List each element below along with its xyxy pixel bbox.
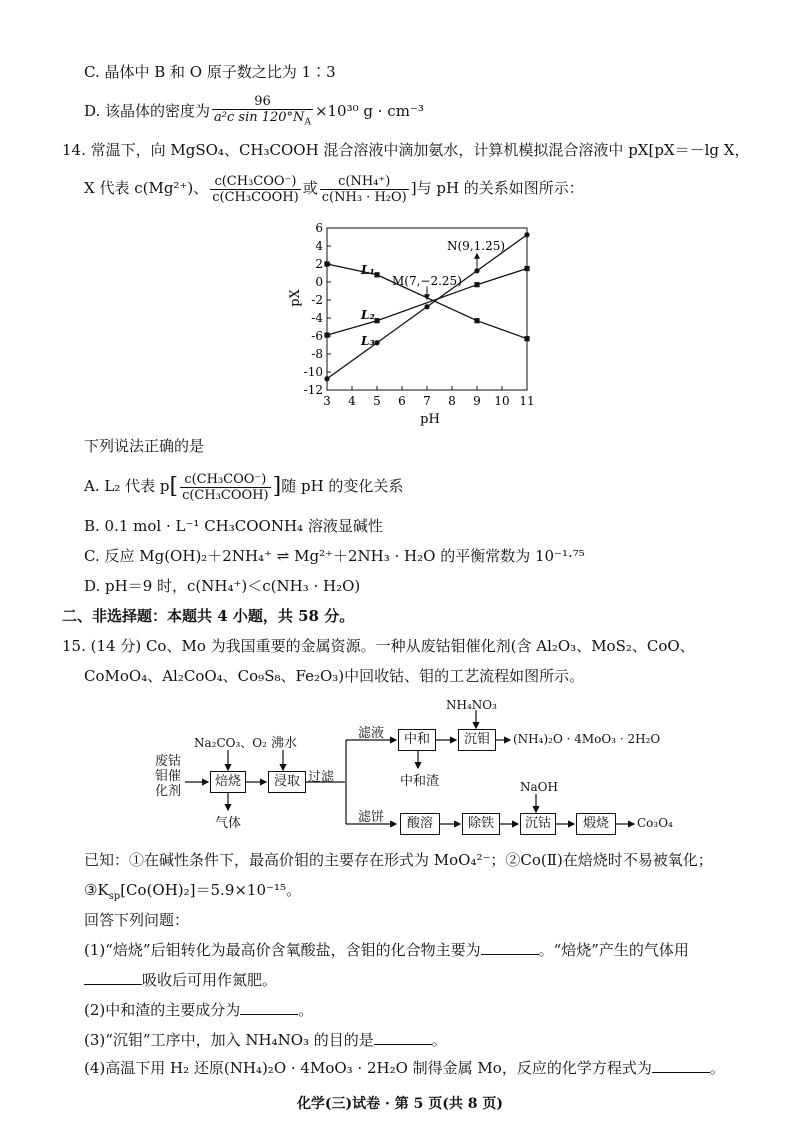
series-point-l1 (374, 272, 379, 277)
answer-blank-2[interactable] (240, 1000, 298, 1015)
reagent-na2co3-o2: Na₂CO₃、O₂ (194, 736, 267, 750)
product-ammonium-molybdate: (NH₄)₂O · 4MoO₃ · 2H₂O (513, 732, 661, 746)
y-axis-label: pX (288, 289, 303, 307)
y-tick-label-0: 0 (315, 275, 323, 289)
step-leaching: 浸取 (268, 771, 306, 793)
q13-option-d-suffix: ×10³⁰ g · cm⁻³ (314, 102, 424, 120)
series-point-l3 (474, 268, 479, 273)
q13-option-c: C. 晶体中 B 和 O 原子数之比为 1∶3 (84, 63, 336, 81)
series-label-l2: L₂ (361, 308, 375, 322)
series-point-l3 (324, 376, 329, 381)
q13-option-d (84, 92, 424, 130)
q15-sub3: (3)“沉钼”工序中，加入 NH₄NO₃ 的目的是 。 (84, 1031, 447, 1049)
series-point-l3 (424, 304, 429, 309)
q14-option-a-prefix: A. L₂ 代表 p (84, 477, 170, 495)
q15-sub4: (4)高温下用 H₂ 还原(NH₄)₂O · 4MoO₃ · 2H₂O 制得金属 Mo，反应的化学方程式为 。 (84, 1059, 725, 1077)
q14-option-b: B. 0.1 mol · L⁻¹ CH₃COONH₄ 溶液显碱性 (84, 517, 383, 535)
series-point-l1 (324, 261, 329, 266)
answer-blank-1b[interactable] (84, 970, 142, 985)
x-tick-label-5: 5 (373, 394, 381, 408)
q14-option-d: D. pH＝9 时，c(NH₄⁺)＜c(NH₃ · H₂O) (84, 577, 361, 595)
section-2-heading: 二、非选择题：本题共 4 小题，共 58 分。 (62, 607, 355, 625)
series-point-l3 (524, 232, 529, 237)
q14-fraction-acetate-den: c(CH₃COOH) (212, 189, 299, 205)
q14-stem-line2 (84, 170, 584, 206)
answer-blank-4[interactable] (652, 1058, 710, 1073)
q14-stem-line2-suffix: ]与 pH 的关系如图所示： (410, 179, 584, 197)
step-iron-removal: 除铁 (462, 813, 500, 835)
series-point-l2 (374, 318, 379, 323)
y-tick-label-6: 6 (315, 221, 323, 235)
x-tick-label-9: 9 (473, 394, 481, 408)
reagent-naoh: NaOH (520, 780, 558, 794)
step-co-precipitation: 沉钴 (520, 813, 556, 835)
x-axis-label: pH (420, 412, 440, 427)
y-tick-label--8: -8 (311, 347, 323, 361)
x-tick-label-10: 10 (494, 394, 510, 408)
q14-fraction-ammonium (320, 174, 409, 205)
q13-density-numerator: 96 (212, 94, 313, 110)
y-tick-label-4: 4 (315, 239, 323, 253)
q15-sub1-line2: 吸收后可用作氮肥。 (84, 970, 277, 990)
series-label-l1: L₁ (361, 263, 375, 277)
series-point-l2 (474, 282, 479, 287)
x-tick-label-4: 4 (348, 394, 356, 408)
q14-option-a-num: c(CH₃COO⁻) (180, 472, 271, 488)
x-tick-label-8: 8 (448, 394, 456, 408)
x-tick-label-3: 3 (323, 394, 331, 408)
step-calcination: 煅烧 (576, 813, 616, 835)
q13-density-denominator: a²c $\sin 120^\circ N_A$ (214, 109, 311, 128)
series-point-l2 (524, 266, 529, 271)
neutralization-residue: 中和渣 (400, 774, 440, 789)
gas-output: 气体 (215, 816, 242, 831)
series-point-l1 (524, 336, 529, 341)
filtrate-label: 滤液 (358, 726, 385, 741)
q14-option-c: C. 反应 Mg(OH)₂＋2NH₄⁺ ⇌ Mg²⁺＋2NH₃ · H₂O 的平衡常数为 10⁻¹·⁷⁵ (84, 547, 585, 565)
y-tick-label-2: 2 (315, 257, 323, 271)
y-tick-label--4: -4 (311, 311, 323, 325)
q14-fraction-ammonium-num: c(NH₄⁺) (320, 174, 409, 190)
step-neutralization: 中和 (398, 729, 436, 751)
q14-option-a-den: c(CH₃COOH) (182, 487, 269, 503)
q15-answer-prompt: 回答下列问题： (84, 911, 190, 929)
q13-density-fraction (212, 94, 313, 131)
product-co3o4: Co₃O₄ (637, 816, 673, 830)
q13-option-d-prefix: D. 该晶体的密度为 (84, 102, 211, 120)
q15-sub1-line1: (1)“焙烧”后钼转化为最高价含氧酸盐，含钼的化合物主要为 。“焙烧”产生的气体用 (84, 941, 689, 959)
answer-blank-3[interactable] (374, 1030, 432, 1045)
q14-fraction-acetate-num: c(CH₃COO⁻) (210, 174, 301, 190)
q14-fraction-ammonium-den: c(NH₃ · H₂O) (321, 189, 407, 205)
reagent-boiling-water: 沸水 (271, 736, 298, 751)
process-flowchart (150, 698, 673, 838)
y-tick-label--12: -12 (303, 383, 323, 397)
y-tick-label--6: -6 (311, 329, 323, 343)
px-ph-chart (284, 218, 554, 428)
q15-known-2: $③K_{sp}[Co(OH)_2]=5.9\times 10^{-15}$。 (84, 881, 301, 902)
y-tick-label--2: -2 (311, 293, 323, 307)
reagent-nh4no3: NH₄NO₃ (446, 698, 497, 712)
raw-material-label: 废钴 钼催 化剂 (155, 754, 182, 799)
series-point-l1 (474, 318, 479, 323)
q14-stem-line2-prefix: X 代表 c(Mg²⁺)、 (84, 179, 209, 197)
answer-blank-1a[interactable] (481, 940, 539, 955)
annotation-m: M(7,−2.25) (392, 274, 462, 288)
annotation-n-arrowhead (474, 253, 480, 259)
series-point-l2 (324, 333, 329, 338)
q15-stem-line1: 15. (14 分) Co、Mo 为我国重要的金属资源。一种从废钴钼催化剂(含 Al₂O₃、MoS₂、CoO、 (62, 637, 695, 655)
step-mo-precipitation: 沉钼 (458, 729, 496, 751)
x-tick-label-7: 7 (423, 394, 431, 408)
step-acid-dissolution: 酸溶 (400, 813, 440, 835)
q14-or: 或 (302, 179, 318, 197)
filter-cake-label: 滤饼 (358, 810, 385, 825)
page-footer: 化学(三)试卷 · 第 5 页(共 8 页) (296, 1096, 504, 1112)
y-tick-label--10: -10 (303, 365, 323, 379)
q14-option-a-fraction (180, 472, 271, 503)
series-label-l3: L₃ (361, 334, 375, 348)
x-tick-label-6: 6 (398, 394, 406, 408)
step-filtration: 过滤 (308, 770, 335, 785)
q14-fraction-acetate (210, 174, 301, 205)
q14-stem-line1: 14. 常温下，向 MgSO₄、CH₃COOH 混合溶液中滴加氨水，计算机模拟混合溶液中 pX[pX＝－lg X， (62, 141, 750, 159)
annotation-n: N(9,1.25) (447, 239, 506, 253)
q14-option-a: A. L₂ 代表 p[ $\frac{\text{c(CH₃COO⁻)}}{\text{c(CH₃COOH)}}$ ]随 pH 的变化关系 (84, 471, 404, 503)
step-roasting: 焙烧 (210, 771, 246, 793)
q15-stem-line2: CoMoO₄、Al₂CoO₄、Co₉S₈、Fe₂O₃)中回收钴、钼的工艺流程如图所示。 (84, 667, 585, 685)
q15-known-1: 已知：①在碱性条件下，最高价钼的主要存在形式为 MoO₄²⁻；②Co(Ⅱ)在焙烧时不易被氧化； (84, 851, 713, 869)
q15-sub2: (2)中和渣的主要成分为 。 (84, 1001, 314, 1019)
series-point-l3 (374, 340, 379, 345)
q14-prompt: 下列说法正确的是 (84, 437, 205, 455)
x-tick-label-11: 11 (519, 394, 535, 408)
q14-option-a-suffix: 随 pH 的变化关系 (281, 477, 404, 495)
